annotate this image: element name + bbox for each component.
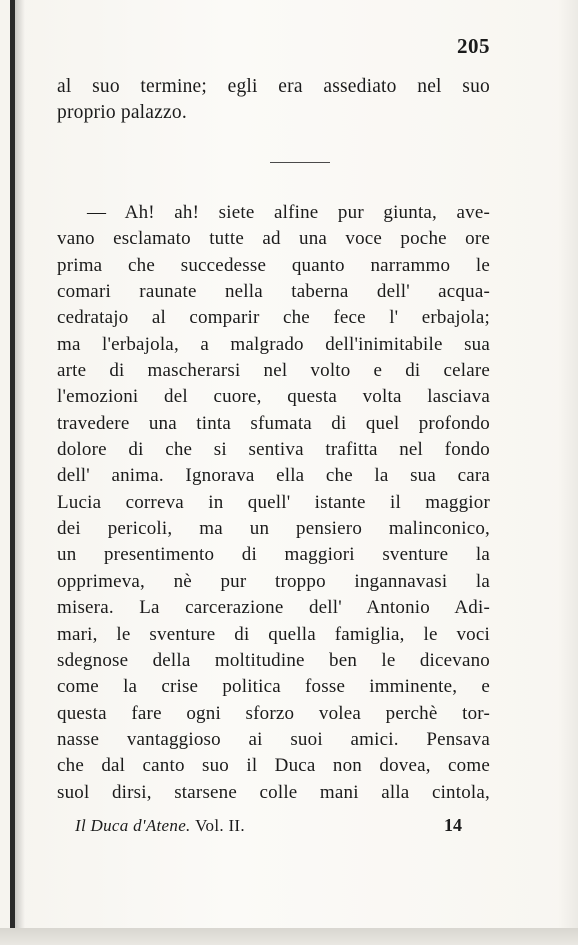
text-line: un presentimento di maggiori sventure la bbox=[57, 544, 490, 566]
text-line: ma l'erbajola, a malgrado dell'inimitabile sua bbox=[57, 333, 490, 355]
text-line: al suo termine; egli era assediato nel suo bbox=[57, 76, 490, 97]
page-number: 205 bbox=[457, 34, 490, 58]
footer-title bbox=[75, 816, 455, 836]
text-line: prima che succedesse quanto narrammo le bbox=[57, 254, 490, 276]
paragraph-main bbox=[57, 200, 490, 806]
text-line: arte di mascherarsi nel volto e di celare bbox=[57, 360, 490, 382]
text-line: cedratajo al comparir che fece l' erbajola; bbox=[57, 307, 490, 329]
text-line: opprimeva, nè pur troppo ingannavasi la bbox=[57, 570, 490, 592]
signature-mark: 14 bbox=[444, 815, 462, 835]
footer-book-title: Il Duca d'Atene. bbox=[75, 816, 191, 835]
text-line: che dal canto suo il Duca non dovea, come bbox=[57, 755, 490, 777]
page-bottom-edge bbox=[0, 928, 578, 945]
text-line: mari, le sventure di quella famiglia, le voci bbox=[57, 623, 490, 645]
footer-volume: Vol. II. bbox=[195, 816, 245, 835]
text-line: sdegnose della moltitudine ben le dicevano bbox=[57, 649, 490, 671]
text-line: misera. La carcerazione dell' Antonio Adi- bbox=[57, 597, 490, 619]
text-line: l'emozioni del cuore, questa volta lasciava bbox=[57, 386, 490, 408]
spine-shadow bbox=[15, 0, 25, 945]
text-line: comari raunate nella taberna dell' acqua- bbox=[57, 281, 490, 303]
page-right-edge bbox=[558, 0, 578, 945]
text-line: come la crise politica fosse imminente, e bbox=[57, 676, 490, 698]
text-line: travedere una tinta sfumata di quel profondo bbox=[57, 412, 490, 434]
section-divider bbox=[270, 162, 330, 163]
text-line: — Ah! ah! siete alfine pur giunta, ave- bbox=[87, 202, 490, 223]
text-line: proprio palazzo. bbox=[57, 102, 187, 123]
text-line: nasse vantaggioso ai suoi amici. Pensava bbox=[57, 728, 490, 750]
text-line: dell' anima. Ignorava ella che la sua cara bbox=[57, 465, 490, 487]
text-line: questa fare ogni sforzo volea perchè tor- bbox=[57, 702, 490, 724]
text-line: vano esclamato tutte ad una voce poche ore bbox=[57, 228, 490, 250]
paragraph-continued bbox=[57, 74, 490, 126]
text-line: dei pericoli, ma un pensiero malinconico, bbox=[57, 518, 490, 540]
text-line: suol dirsi, starsene colle mani alla cintola, bbox=[57, 781, 490, 803]
text-line: Lucia correva in quell' istante il maggior bbox=[57, 491, 490, 513]
text-line: dolore di che si sentiva trafitta nel fondo bbox=[57, 439, 490, 461]
